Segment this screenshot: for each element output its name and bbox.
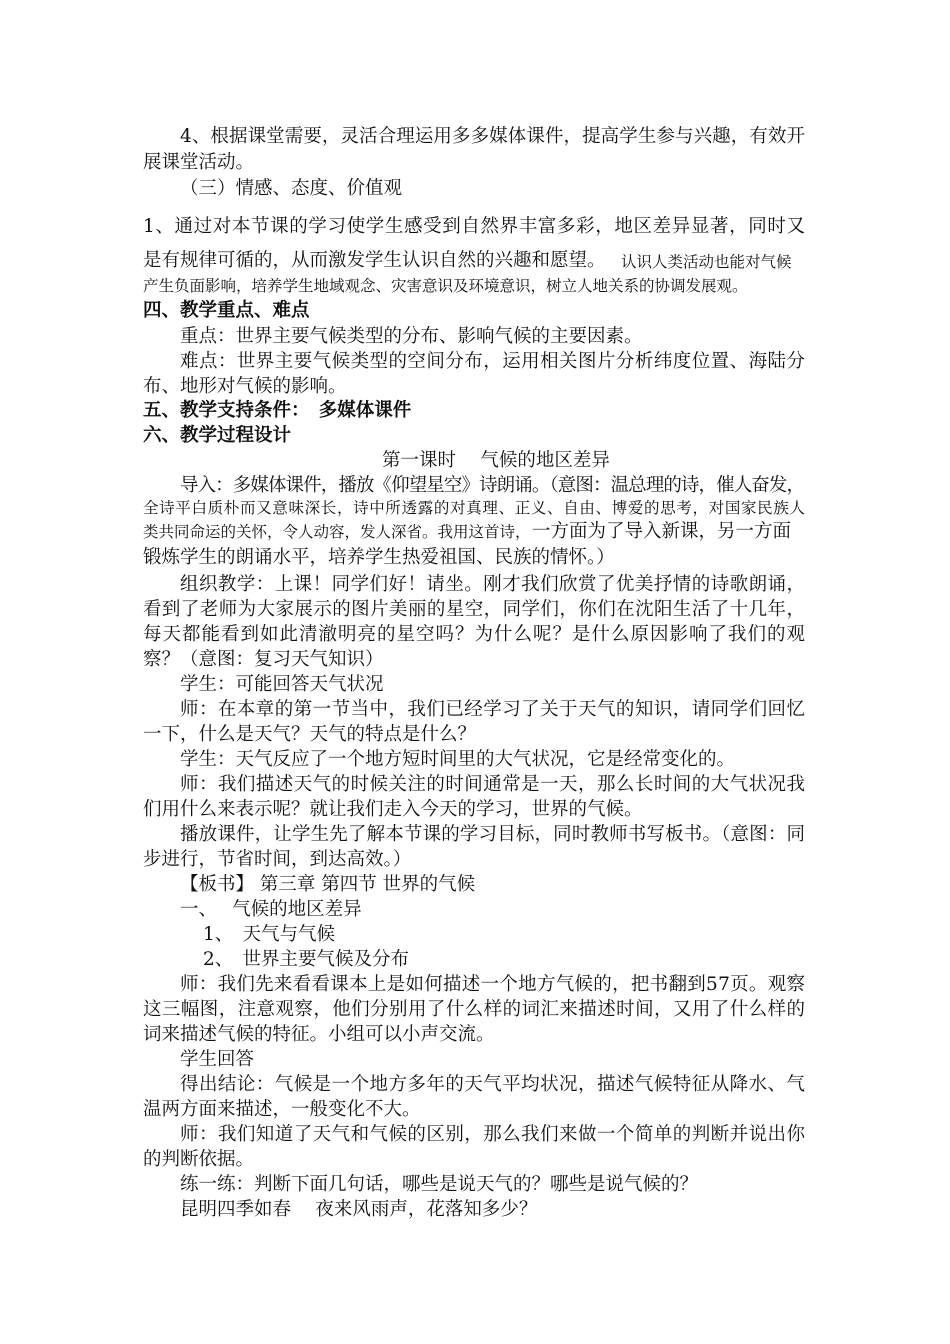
text-line: 察？（意图：复习天气知识） [143, 649, 384, 670]
text-line: 一、 气候的地区差异 [180, 899, 362, 920]
text-line: 温两方面来描述，一般变化不大。 [143, 1099, 421, 1120]
text-line: 学生：可能回答天气状况 [180, 674, 384, 695]
text-line: 得出结论：气候是一个地方多年的天气平均状况，描述气候特征从降水、气 [180, 1074, 806, 1095]
section-heading: 五、教学支持条件： 多媒体课件 [143, 400, 412, 421]
text-line: 第一课时 气候的地区差异 [382, 450, 610, 471]
text-line: 【板书】 第三章 第四节 世界的气候 [180, 874, 476, 895]
text-line: 导入：多媒体课件，播放《仰望星空》诗朗诵。（意图：温总理的诗，催人奋发， [180, 475, 805, 496]
text-line: 1、 天气与气候 [203, 924, 336, 945]
text-line: 看到了老师为大家展示的图片美丽的星空，同学们，你们在沈阳生活了十几年， [143, 599, 806, 620]
text-line: 难点：世界主要气候类型的空间分布，运用相关图片分析纬度位置、海陆分 [180, 351, 806, 372]
text-line: 重点：世界主要气候类型的分布、影响气候的主要因素。 [180, 326, 643, 347]
text-line: 布、地形对气候的影响。 [143, 376, 347, 397]
text-line: 师：在本章的第一节当中，我们已经学习了关于天气的知识，请同学们回忆 [180, 699, 806, 720]
text-line: 是有规律可循的，从而激发学生认识自然的兴趣和愿望。 [143, 250, 606, 271]
text-line: 产生负面影响，培养学生地域观念、灾害意识及环境意识，树立人地关系的协调发展观。 [143, 277, 748, 295]
text-line: 步进行，节省时间，到达高效。） [143, 849, 412, 870]
text-line: 词来描述气候的特征。小组可以小声交流。 [143, 1024, 495, 1045]
text-line: 学生回答 [180, 1049, 255, 1070]
text-line: 4、根据课堂需要，灵活合理运用多多媒体课件，提高学生参与兴趣，有效开 [180, 126, 806, 147]
text-line: 播放课件，让学生先了解本节课的学习目标，同时教师书写板书。（意图：同 [180, 824, 806, 845]
text-line: 师：我们先来看看课本上是如何描述一个地方气候的，把书翻到57页。观察 [180, 974, 806, 995]
text-line: 练一练：判断下面几句话，哪些是说天气的？哪些是说气候的？ [180, 1174, 699, 1195]
text-line: 的判断依据。 [143, 1149, 255, 1170]
text-line: 1、通过对本节课的学习使学生感受到自然界丰富多彩，地区差异显著，同时又 [143, 216, 806, 237]
text-line: 一下，什么是天气？天气的特点是什么？ [143, 724, 477, 745]
text-line: 师：我们知道了天气和气候的区别，那么我们来做一个简单的判断并说出你 [180, 1124, 806, 1145]
text-line: 认识人类活动也能对气候 [621, 253, 792, 271]
text-line: 组织教学：上课！同学们好！请坐。刚才我们欣赏了优美抒情的诗歌朗诵， [180, 574, 806, 595]
text-line: 2、 世界主要气候及分布 [203, 949, 410, 970]
text-line: 昆明四季如春 夜来风雨声，花落知多少？ [180, 1199, 538, 1220]
text-line: （三）情感、态度、价值观 [180, 178, 403, 199]
text-line: 师：我们描述天气的时候关注的时间通常是一天，那么长时间的大气状况我 [180, 774, 806, 795]
section-heading: 四、教学重点、难点 [143, 300, 310, 321]
text-line: 类共同命运的关怀，令人动容，发人深省。我用这首诗， [143, 523, 531, 541]
text-line: 这三幅图，注意观察，他们分别用了什么样的词汇来描述时间，又用了什么样的 [143, 999, 806, 1020]
section-heading: 六、教学过程设计 [143, 425, 292, 446]
text-line: 每天都能看到如此清澈明亮的星空吗？为什么呢？是什么原因影响了我们的观 [143, 624, 806, 645]
text-line: 学生：天气反应了一个地方短时间里的大气状况，它是经常变化的。 [180, 749, 736, 770]
text-line: 展课堂活动。 [143, 152, 255, 173]
text-line: 锻炼学生的朗诵水平，培养学生热爱祖国、民族的情怀。） [143, 547, 615, 568]
text-line: 全诗平白质朴而又意味深长，诗中所透露的对真理、正义、自由、博爱的思考，对国家民族人 [143, 499, 806, 517]
text-line: 们用什么来表示呢？就让我们走入今天的学习，世界的气候。 [143, 799, 643, 820]
text-line: 一方面为了导入新课，另一方面 [532, 521, 792, 542]
